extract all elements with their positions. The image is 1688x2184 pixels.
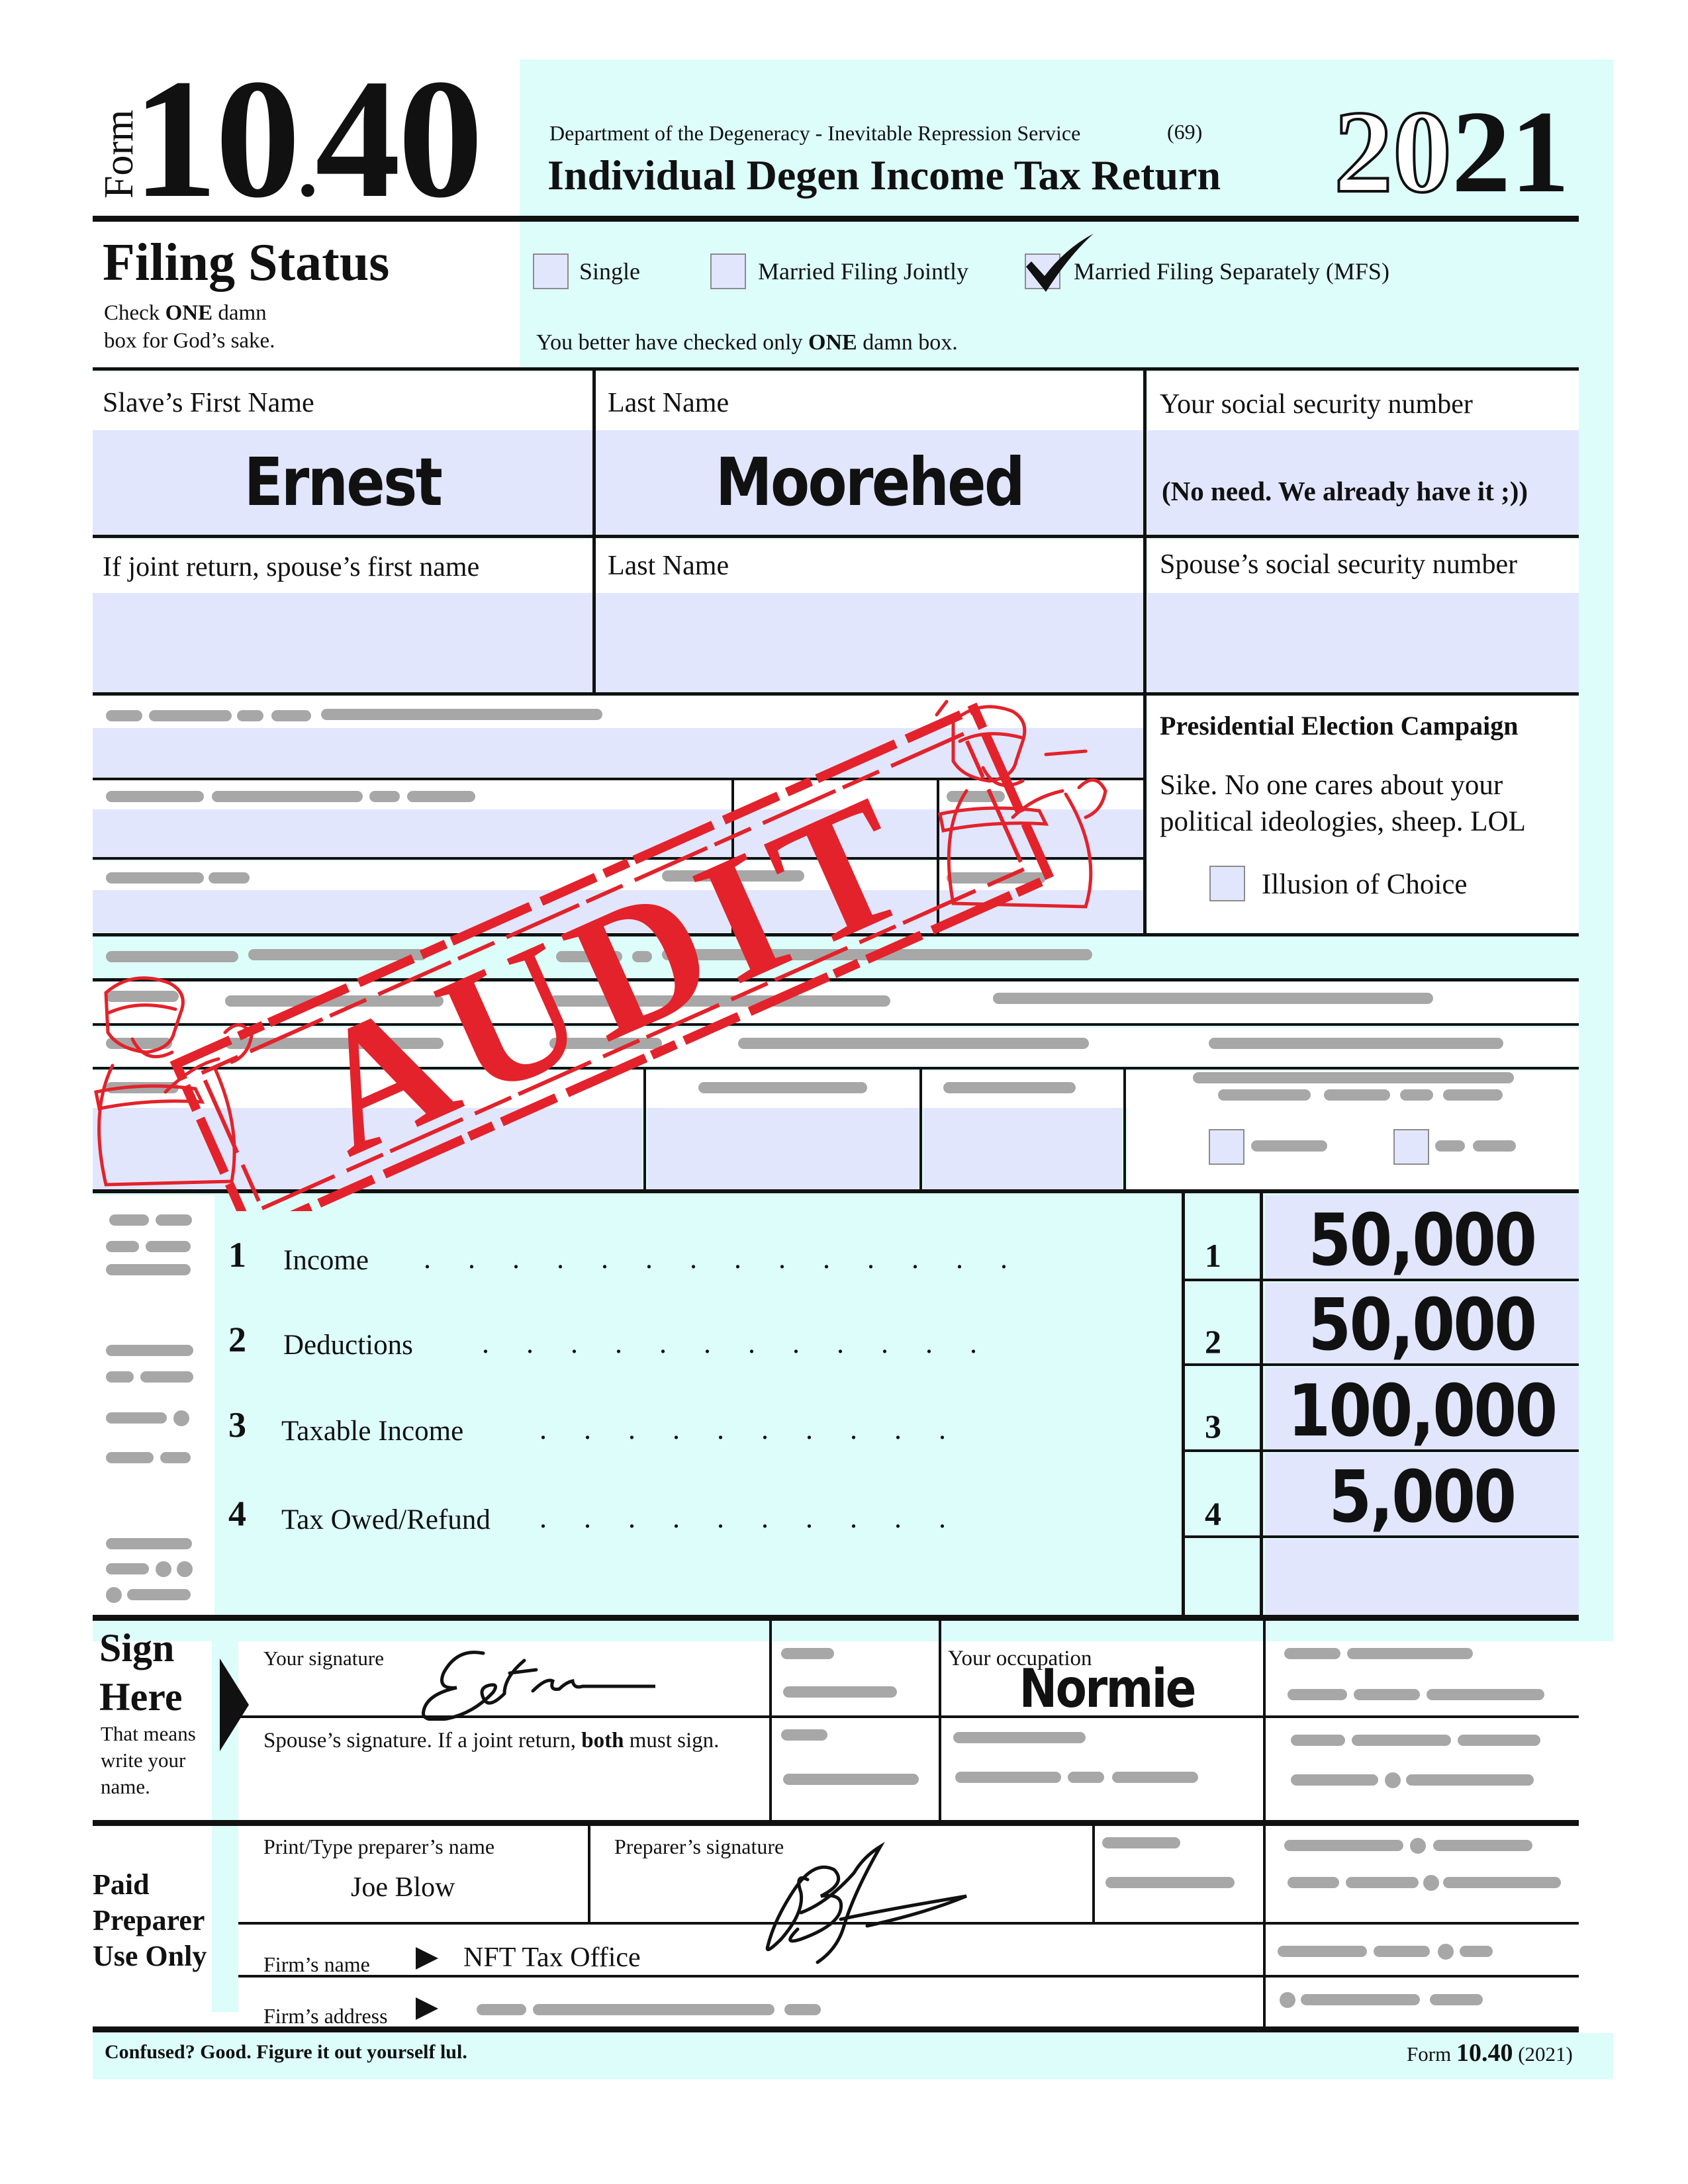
spouse-signature-field[interactable] — [252, 1760, 761, 1813]
form-body-panel-right — [1579, 60, 1613, 1641]
filing-status-heading: Filing Status — [103, 234, 390, 292]
arrow-right-icon — [416, 1997, 438, 2020]
line-value[interactable]: 100,000 — [1288, 1370, 1556, 1453]
ssn-value: (No need. We already have it ;)) — [1162, 476, 1528, 506]
preparer-signature-label: Preparer’s signature — [614, 1835, 784, 1858]
form-title: Individual Degen Income Tax Return — [547, 152, 1221, 199]
line-label: Taxable Income — [281, 1416, 464, 1447]
footer-note: Confused? Good. Figure it out yourself lul. — [105, 2041, 467, 2063]
arrow-right-icon — [416, 1947, 438, 1970]
line-number: 3 — [228, 1405, 246, 1445]
spouse-signature-instructions: Spouse’s signature. If a joint return, both must sign. — [263, 1729, 720, 1752]
spouse-ssn-field[interactable] — [1147, 593, 1579, 692]
line-label: Tax Owed/Refund — [281, 1504, 491, 1535]
firm-address-label: Firm’s address — [263, 2004, 388, 2028]
single-checkbox[interactable] — [533, 253, 569, 289]
first-name-value[interactable]: Ernest — [244, 443, 442, 521]
preparer-name-value[interactable]: Joe Blow — [351, 1872, 455, 1903]
married-filing-separately-label: Married Filing Separately (MFS) — [1074, 258, 1389, 285]
box-number: 1 — [1205, 1237, 1221, 1274]
preparer-heading-line2: Preparer — [93, 1904, 205, 1936]
campaign-heading: Presidential Election Campaign — [1160, 711, 1519, 741]
spouse-first-name-label: If joint return, spouse’s first name — [103, 552, 480, 582]
form-code: (69) — [1167, 120, 1203, 144]
spouse-last-name-field[interactable] — [596, 593, 1143, 692]
audit-stamp-text: AUDIT — [283, 754, 945, 1194]
ssn-label: Your social security number — [1160, 389, 1473, 420]
line-value[interactable]: 50,000 — [1308, 1284, 1536, 1367]
line-number: 1 — [228, 1235, 246, 1275]
line-label: Income — [283, 1245, 369, 1276]
box-number: 2 — [1205, 1323, 1221, 1360]
spouse-last-name-label: Last Name — [608, 551, 729, 581]
box-number: 4 — [1205, 1495, 1221, 1532]
firm-name-value[interactable]: NFT Tax Office — [463, 1942, 641, 1973]
filing-status-note: You better have checked only ONE damn box. — [536, 330, 958, 355]
audit-stamp — [93, 695, 1152, 1211]
tax-year — [1334, 86, 1570, 217]
married-filing-jointly-label: Married Filing Jointly — [758, 258, 968, 285]
first-name-label: Slave’s First Name — [103, 388, 314, 418]
single-label: Single — [579, 258, 641, 285]
line-value[interactable]: 5,000 — [1329, 1456, 1515, 1539]
line-value[interactable]: 50,000 — [1308, 1199, 1536, 1282]
box-number: 3 — [1205, 1408, 1221, 1445]
occupation-label: Your occupation — [948, 1647, 1092, 1670]
form-number-b: 40 — [315, 44, 481, 233]
sign-heading-line2: Here — [99, 1675, 183, 1719]
sign-heading-line1: Sign — [99, 1626, 175, 1670]
your-signature-label: Your signature — [263, 1647, 384, 1670]
tax-year-solid: 21 — [1452, 86, 1570, 217]
arrow-right-icon — [220, 1659, 249, 1751]
preparer-heading-line1: Paid — [93, 1868, 150, 1901]
preparer-signature[interactable] — [722, 1833, 973, 1972]
illusion-of-choice-label: Illusion of Choice — [1262, 869, 1468, 900]
line-number: 2 — [228, 1320, 246, 1359]
preparer-heading-line3: Use Only — [93, 1940, 207, 1972]
firm-name-label: Firm’s name — [263, 1952, 370, 1976]
sign-sub-line3: name. — [101, 1775, 150, 1798]
footer-form-id: Form 10.40 (2021) — [1407, 2039, 1573, 2067]
form-word: Form — [97, 109, 142, 199]
sign-sub-line2: write your — [101, 1749, 186, 1772]
spouse-first-name-field[interactable] — [93, 593, 592, 692]
sign-sub-line1: That means — [101, 1722, 196, 1745]
line-number: 4 — [228, 1494, 246, 1533]
occupation-value[interactable]: Normie — [1019, 1658, 1195, 1719]
stamp-figure-bottom-icon — [96, 978, 252, 1185]
last-name-value[interactable]: Moorehed — [716, 443, 1023, 521]
preparer-name-label: Print/Type preparer’s name — [263, 1835, 495, 1858]
illusion-of-choice-checkbox[interactable] — [1209, 866, 1245, 901]
line-label: Deductions — [283, 1330, 413, 1361]
married-filing-jointly-checkbox[interactable] — [710, 253, 746, 289]
filing-status-instructions-line2: box for God’s sake. — [104, 329, 275, 353]
tax-year-outline: 20 — [1334, 86, 1452, 217]
campaign-text-line1: Sike. No one cares about your — [1160, 770, 1503, 801]
last-name-label: Last Name — [608, 388, 729, 418]
taxpayer-signature[interactable] — [417, 1641, 655, 1721]
department-name: Department of the Degeneracy - Inevitable Repression Service — [549, 121, 1081, 145]
campaign-text-line2: political ideologies, sheep. LOL — [1160, 806, 1526, 837]
form-number: 10.40 — [132, 44, 481, 233]
filing-status-instructions-line1: Check ONE damn — [104, 301, 267, 325]
spouse-ssn-label: Spouse’s social security number — [1160, 549, 1518, 580]
form-number-a: 10 — [132, 44, 298, 233]
